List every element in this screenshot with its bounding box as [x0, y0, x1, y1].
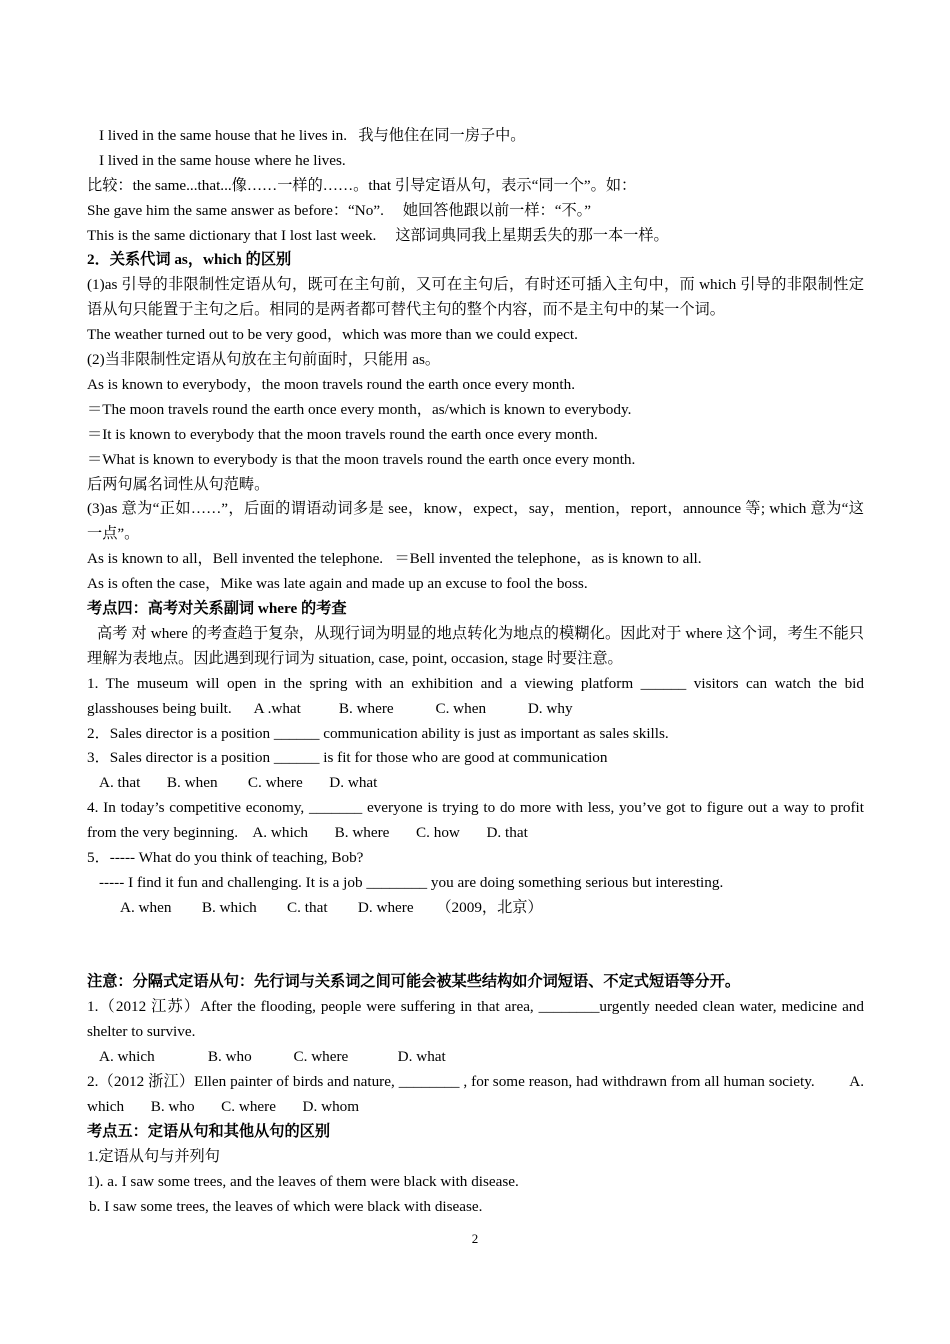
exercise-question: 1.（2012 江苏）After the flooding, people were suffering in that area, ________urgently needed clean water, medicine and shelter to survive.	[87, 998, 864, 1041]
example-sentence: As is known to all，Bell invented the telephone. ＝Bell invented the telephone，as is known to all.	[87, 550, 702, 568]
explanation-line: 后两句属名词性从句范畴。	[87, 475, 270, 493]
answer-options: A. that B. when C. where D. what	[99, 774, 378, 792]
example-sentence: As is known to everybody，the moon travels round the earth once every month.	[87, 375, 575, 393]
section-heading: 2．关系代词 as，which 的区别	[87, 251, 292, 269]
example-sentence: ＝The moon travels round the earth once every month，as/which is known to everybody.	[87, 400, 632, 418]
example-sentence: I lived in the same house that he lives in. 我与他住在同一房子中。	[99, 127, 526, 144]
spacer	[87, 921, 864, 971]
example-sentence: She gave him the same answer as before：“No”. 她回答他跟以前一样：“不。”	[87, 201, 592, 219]
page-number: 2	[471, 1231, 479, 1246]
example-sentence: This is the same dictionary that I lost last week. 这部词典同我上星期丢失的那一本一样。	[87, 226, 669, 244]
section-heading: 考点四：高考对关系副词 where 的考查	[87, 599, 347, 617]
example-sentence: ＝It is known to everybody that the moon travels round the earth once every month.	[87, 425, 598, 443]
exercise-question: 1. The museum will open in the spring with an exhibition and a viewing platform ______ visitors can watch the bid glasshouses being built. A .what B. where C. when D. why	[87, 674, 868, 717]
note-heading: 注意：分隔式定语从句：先行词与关系词之间可能会被某些结构如介词短语、不定式短语等分开。	[87, 973, 741, 991]
answer-options: A. which B. who C. where D. what	[99, 1048, 446, 1066]
section-heading: 考点五：定语从句和其他从句的区别	[87, 1122, 330, 1140]
example-sentence: ＝What is known to everybody is that the moon travels round the earth once every month.	[87, 450, 636, 468]
explanation-paragraph: (1)as 引导的非限制性定语从句，既可在主句前，又可在主句后，有时还可插入主句中，而 which 引导的非限制性定语从句只能置于主句之后。相同的是两者都可替代主句的整个内容，而不是主句中的某一个词。	[87, 276, 864, 319]
exercise-question: 5．----- What do you think of teaching, Bob?	[87, 848, 364, 866]
document-page	[87, 124, 868, 1219]
subsection-heading: 1.定语从句与并列句	[87, 1147, 220, 1165]
explanation-paragraph: 高考 对 where 的考查趋于复杂，从现行词为明显的地点转化为地点的模糊化。因此对于 where 这个词，考生不能只理解为表地点。因此遇到现行词为 situation, case, point, occasion, stage 时要注意。	[87, 624, 864, 667]
example-sentence: 1). a. I saw some trees, and the leaves of them were black with disease.	[87, 1172, 519, 1190]
exercise-question: 4. In today’s competitive economy, _______ everyone is trying to do more with less, you’ve got to figure out a way to profit from the very beginning. A. which B. where C. how D. that	[87, 799, 868, 842]
exercise-question: ----- I find it fun and challenging. It is a job ________ you are doing something serious but interesting.	[99, 873, 724, 891]
exercise-question: 2．Sales director is a position ______ communication ability is just as important as sales skills.	[87, 724, 669, 742]
example-sentence: b. I saw some trees, the leaves of which were black with disease.	[89, 1197, 483, 1215]
example-sentence: The weather turned out to be very good，which was more than we could expect.	[87, 326, 578, 344]
comparison-note: 比较：the same...that...像……一样的……。that 引导定语从句，表示“同一个”。如：	[87, 176, 637, 194]
example-sentence: As is often the case，Mike was late again and made up an excuse to fool the boss.	[87, 575, 588, 593]
explanation-line: (2)当非限制性定语从句放在主句前面时，只能用 as。	[87, 351, 441, 369]
exercise-question: 2.（2012 浙江）Ellen painter of birds and nature, ________ , for some reason, had withdrawn from all human society. A. which B. who C. where D. whom	[87, 1073, 868, 1115]
exercise-question: 3．Sales director is a position ______ is fit for those who are good at communication	[87, 749, 608, 767]
example-sentence: I lived in the same house where he lives.	[99, 151, 346, 169]
explanation-paragraph: (3)as 意为“正如……”，后面的谓语动词多是 see，know，expect，say，mention，report，announce 等; which 意为“这一点”。	[87, 500, 864, 543]
answer-options: A. when B. which C. that D. where （2009，北京）	[120, 898, 543, 916]
